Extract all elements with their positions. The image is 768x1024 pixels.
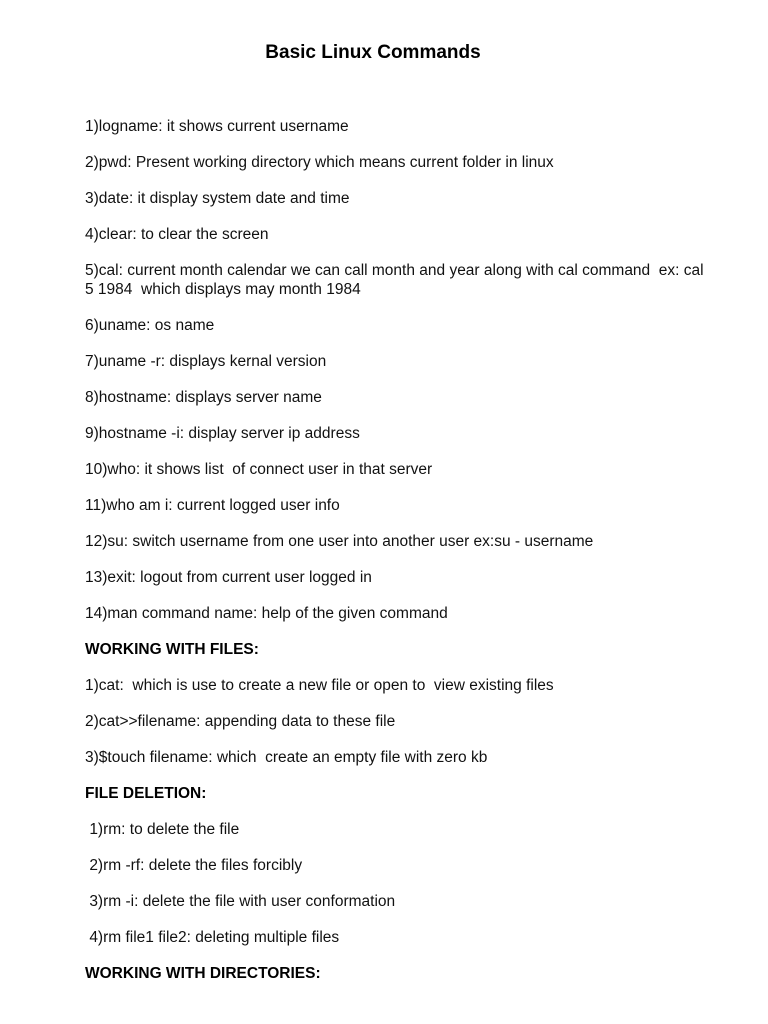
command-item: 11)who am i: current logged user info xyxy=(85,497,340,514)
deletion-command-item: 3)rm -i: delete the file with user conformation xyxy=(85,893,396,910)
command-item: 6)uname: os name xyxy=(85,317,215,334)
section-heading-files: WORKING WITH FILES: xyxy=(85,641,259,658)
page-title: Basic Linux Commands xyxy=(265,42,481,63)
file-command-item: 3)$touch filename: which create an empty file with zero kb xyxy=(85,749,488,766)
command-item: 5)cal: current month calendar we can call month and year along with cal command ex: cal 5 1984 which displays may month 1984 xyxy=(85,262,708,298)
command-item: 2)pwd: Present working directory which means current folder in linux xyxy=(85,154,554,171)
command-item: 8)hostname: displays server name xyxy=(85,389,322,406)
file-command-item: 2)cat>>filename: appending data to these file xyxy=(85,713,396,730)
command-item: 10)who: it shows list of connect user in that server xyxy=(85,461,433,478)
command-item: 9)hostname -i: display server ip address xyxy=(85,425,360,442)
command-item: 4)clear: to clear the screen xyxy=(85,226,269,243)
document-body xyxy=(85,117,708,1000)
deletion-command-item: 1)rm: to delete the file xyxy=(85,821,240,838)
deletion-command-item: 2)rm -rf: delete the files forcibly xyxy=(85,857,303,874)
deletion-command-item: 4)rm file1 file2: deleting multiple files xyxy=(85,929,340,946)
command-item: 14)man command name: help of the given command xyxy=(85,605,448,622)
command-item: 7)uname -r: displays kernal version xyxy=(85,353,327,370)
section-heading-deletion: FILE DELETION: xyxy=(85,785,207,802)
command-item: 1)logname: it shows current username xyxy=(85,118,349,135)
command-item: 13)exit: logout from current user logged in xyxy=(85,569,372,586)
command-item: 12)su: switch username from one user into another user ex:su - username xyxy=(85,533,594,550)
file-command-item: 1)cat: which is use to create a new file or open to view existing files xyxy=(85,677,554,694)
command-item: 3)date: it display system date and time xyxy=(85,190,350,207)
section-heading-directories: WORKING WITH DIRECTORIES: xyxy=(85,965,321,982)
